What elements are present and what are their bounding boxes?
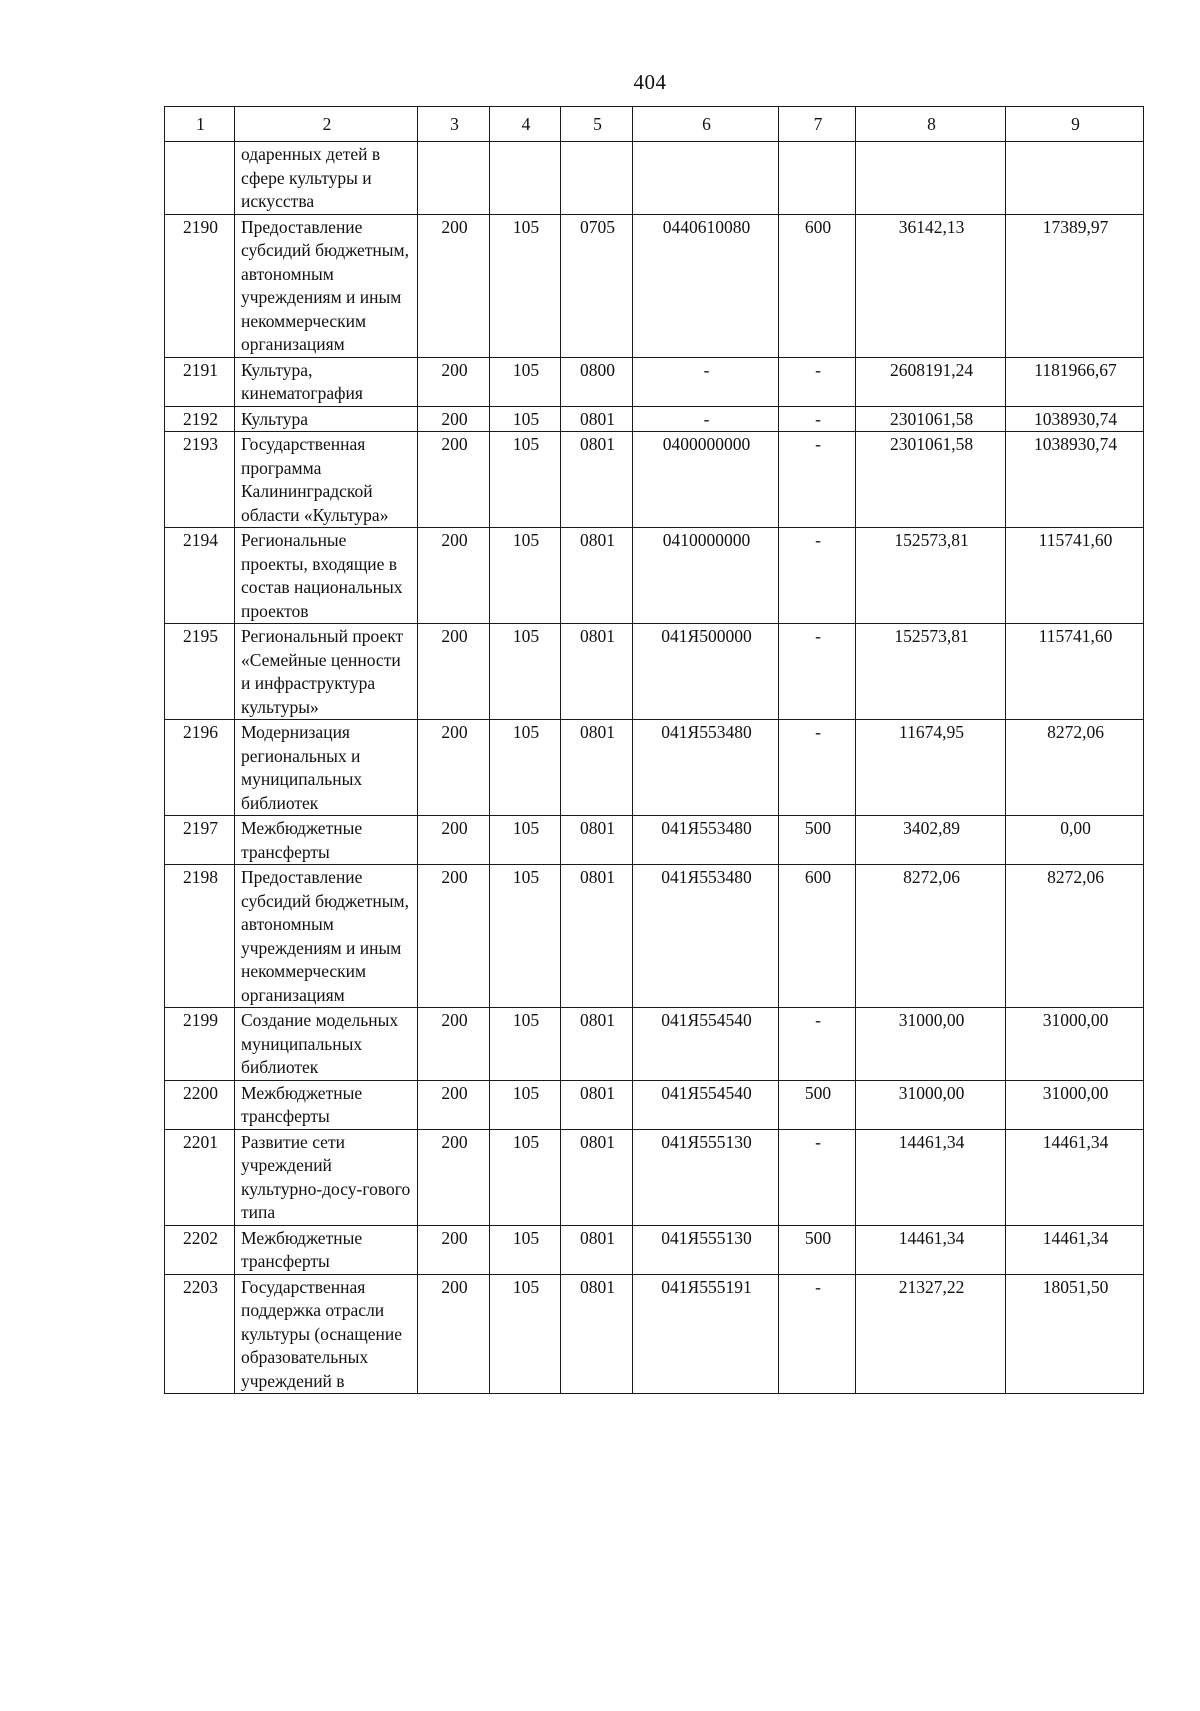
code-chapter-cell: 105 — [490, 1008, 561, 1081]
row-description-cell: Создание модельных муниципальных библиотек — [235, 1008, 418, 1081]
amount-col8-cell: 31000,00 — [856, 1008, 1006, 1081]
amount-col8-cell: 36142,13 — [856, 214, 1006, 357]
amount-col8-cell: 2608191,24 — [856, 357, 1006, 406]
amount-col9-cell: 8272,06 — [1006, 865, 1144, 1008]
row-description-cell: Региональные проекты, входящие в состав национальных проектов — [235, 528, 418, 624]
row-number-cell: 2197 — [165, 816, 235, 865]
table-row — [165, 720, 1144, 816]
col-header-7: 7 — [779, 107, 856, 142]
table-row — [165, 214, 1144, 357]
code-expense-type-cell — [779, 142, 856, 215]
col-header-3: 3 — [418, 107, 490, 142]
code-section-cell: 0801 — [561, 1008, 633, 1081]
header-row — [165, 107, 1144, 142]
col-header-6: 6 — [633, 107, 779, 142]
code-ministry-cell: 200 — [418, 624, 490, 720]
code-section-cell: 0801 — [561, 432, 633, 528]
code-chapter-cell: 105 — [490, 214, 561, 357]
row-number-cell: 2193 — [165, 432, 235, 528]
amount-col9-cell: 1181966,67 — [1006, 357, 1144, 406]
code-expense-type-cell: 600 — [779, 214, 856, 357]
code-chapter-cell: 105 — [490, 624, 561, 720]
code-expense-type-cell: 500 — [779, 1080, 856, 1129]
row-description-cell: Предоставление субсидий бюджетным, автономным учреждениям и иным некоммерческим организациям — [235, 214, 418, 357]
amount-col9-cell — [1006, 142, 1144, 215]
code-expense-type-cell: - — [779, 1129, 856, 1225]
code-target-article-cell: 0410000000 — [633, 528, 779, 624]
amount-col8-cell: 14461,34 — [856, 1129, 1006, 1225]
code-chapter-cell: 105 — [490, 528, 561, 624]
amount-col9-cell: 0,00 — [1006, 816, 1144, 865]
row-description-cell: Региональный проект «Семейные ценности и инфраструктура культуры» — [235, 624, 418, 720]
table-row — [165, 1008, 1144, 1081]
code-chapter-cell: 105 — [490, 357, 561, 406]
table-row — [165, 406, 1144, 432]
code-section-cell: 0800 — [561, 357, 633, 406]
amount-col8-cell: 11674,95 — [856, 720, 1006, 816]
code-section-cell: 0801 — [561, 624, 633, 720]
code-target-article-cell: - — [633, 357, 779, 406]
code-target-article-cell: 041Я555191 — [633, 1274, 779, 1394]
code-target-article-cell: 041Я555130 — [633, 1129, 779, 1225]
table-row — [165, 528, 1144, 624]
amount-col9-cell: 115741,60 — [1006, 624, 1144, 720]
code-target-article-cell: 041Я555130 — [633, 1225, 779, 1274]
code-ministry-cell: 200 — [418, 432, 490, 528]
row-number-cell: 2196 — [165, 720, 235, 816]
code-target-article-cell: 041Я553480 — [633, 720, 779, 816]
table-row — [165, 816, 1144, 865]
col-header-1: 1 — [165, 107, 235, 142]
code-expense-type-cell: - — [779, 406, 856, 432]
code-ministry-cell: 200 — [418, 816, 490, 865]
row-number-cell: 2192 — [165, 406, 235, 432]
code-target-article-cell: 0440610080 — [633, 214, 779, 357]
code-expense-type-cell: - — [779, 720, 856, 816]
row-number-cell: 2199 — [165, 1008, 235, 1081]
amount-col8-cell: 21327,22 — [856, 1274, 1006, 1394]
code-ministry-cell: 200 — [418, 1225, 490, 1274]
code-section-cell: 0801 — [561, 1129, 633, 1225]
code-section-cell — [561, 142, 633, 215]
row-number-cell: 2195 — [165, 624, 235, 720]
table-row — [165, 1129, 1144, 1225]
code-chapter-cell: 105 — [490, 720, 561, 816]
col-header-4: 4 — [490, 107, 561, 142]
col-header-2: 2 — [235, 107, 418, 142]
code-target-article-cell: 041Я553480 — [633, 816, 779, 865]
amount-col8-cell: 3402,89 — [856, 816, 1006, 865]
code-chapter-cell: 105 — [490, 816, 561, 865]
row-number-cell: 2201 — [165, 1129, 235, 1225]
code-chapter-cell: 105 — [490, 1129, 561, 1225]
code-expense-type-cell: - — [779, 1274, 856, 1394]
table-row — [165, 1225, 1144, 1274]
code-ministry-cell: 200 — [418, 1080, 490, 1129]
code-section-cell: 0801 — [561, 816, 633, 865]
code-chapter-cell: 105 — [490, 432, 561, 528]
col-header-8: 8 — [856, 107, 1006, 142]
row-description-cell: Предоставление субсидий бюджетным, автономным учреждениям и иным некоммерческим организациям — [235, 865, 418, 1008]
code-chapter-cell: 105 — [490, 865, 561, 1008]
row-description-cell: Развитие сети учреждений культурно-досу-гового типа — [235, 1129, 418, 1225]
code-ministry-cell: 200 — [418, 406, 490, 432]
amount-col9-cell: 31000,00 — [1006, 1008, 1144, 1081]
table-row — [165, 357, 1144, 406]
code-target-article-cell — [633, 142, 779, 215]
code-chapter-cell: 105 — [490, 1080, 561, 1129]
code-section-cell: 0705 — [561, 214, 633, 357]
row-description-cell: Государственная программа Калининградской области «Культура» — [235, 432, 418, 528]
table-row — [165, 865, 1144, 1008]
code-expense-type-cell: - — [779, 528, 856, 624]
code-ministry-cell: 200 — [418, 528, 490, 624]
row-number-cell: 2198 — [165, 865, 235, 1008]
row-number-cell: 2190 — [165, 214, 235, 357]
amount-col9-cell: 115741,60 — [1006, 528, 1144, 624]
code-target-article-cell: - — [633, 406, 779, 432]
amount-col9-cell: 1038930,74 — [1006, 406, 1144, 432]
table-row — [165, 432, 1144, 528]
amount-col9-cell: 18051,50 — [1006, 1274, 1144, 1394]
code-expense-type-cell: - — [779, 624, 856, 720]
amount-col8-cell: 2301061,58 — [856, 406, 1006, 432]
code-section-cell: 0801 — [561, 720, 633, 816]
code-section-cell: 0801 — [561, 528, 633, 624]
row-description-cell: Межбюджетные трансферты — [235, 1080, 418, 1129]
row-number-cell: 2191 — [165, 357, 235, 406]
amount-col9-cell: 8272,06 — [1006, 720, 1144, 816]
code-ministry-cell — [418, 142, 490, 215]
row-description-cell: Культура — [235, 406, 418, 432]
code-target-article-cell: 041Я553480 — [633, 865, 779, 1008]
table-row — [165, 1274, 1144, 1394]
code-ministry-cell: 200 — [418, 865, 490, 1008]
amount-col9-cell: 14461,34 — [1006, 1129, 1144, 1225]
code-ministry-cell: 200 — [418, 720, 490, 816]
amount-col9-cell: 17389,97 — [1006, 214, 1144, 357]
code-section-cell: 0801 — [561, 406, 633, 432]
amount-col8-cell: 152573,81 — [856, 624, 1006, 720]
code-target-article-cell: 041Я554540 — [633, 1008, 779, 1081]
row-description-cell: Межбюджетные трансферты — [235, 816, 418, 865]
code-ministry-cell: 200 — [418, 1008, 490, 1081]
row-number-cell: 2203 — [165, 1274, 235, 1394]
code-expense-type-cell: - — [779, 432, 856, 528]
row-description-cell: Межбюджетные трансферты — [235, 1225, 418, 1274]
code-expense-type-cell: 500 — [779, 816, 856, 865]
code-target-article-cell: 0400000000 — [633, 432, 779, 528]
amount-col8-cell: 152573,81 — [856, 528, 1006, 624]
code-section-cell: 0801 — [561, 865, 633, 1008]
code-ministry-cell: 200 — [418, 214, 490, 357]
row-number-cell: 2194 — [165, 528, 235, 624]
code-chapter-cell: 105 — [490, 1274, 561, 1394]
amount-col8-cell: 31000,00 — [856, 1080, 1006, 1129]
code-section-cell: 0801 — [561, 1274, 633, 1394]
table-row — [165, 624, 1144, 720]
code-expense-type-cell: - — [779, 357, 856, 406]
code-section-cell: 0801 — [561, 1080, 633, 1129]
amount-col8-cell — [856, 142, 1006, 215]
amount-col8-cell: 14461,34 — [856, 1225, 1006, 1274]
amount-col9-cell: 14461,34 — [1006, 1225, 1144, 1274]
amount-col8-cell: 2301061,58 — [856, 432, 1006, 528]
budget-table — [164, 106, 1144, 1394]
code-ministry-cell: 200 — [418, 1129, 490, 1225]
table-row — [165, 1080, 1144, 1129]
col-header-9: 9 — [1006, 107, 1144, 142]
row-description-cell: Модернизация региональных и муниципальных библиотек — [235, 720, 418, 816]
code-ministry-cell: 200 — [418, 357, 490, 406]
amount-col9-cell: 31000,00 — [1006, 1080, 1144, 1129]
code-ministry-cell: 200 — [418, 1274, 490, 1394]
page-number: 404 — [633, 70, 667, 94]
code-chapter-cell: 105 — [490, 1225, 561, 1274]
row-description-cell: одаренных детей в сфере культуры и искусства — [235, 142, 418, 215]
code-chapter-cell — [490, 142, 561, 215]
code-expense-type-cell: 500 — [779, 1225, 856, 1274]
table-row — [165, 142, 1144, 215]
row-number-cell: 2200 — [165, 1080, 235, 1129]
col-header-5: 5 — [561, 107, 633, 142]
code-chapter-cell: 105 — [490, 406, 561, 432]
code-section-cell: 0801 — [561, 1225, 633, 1274]
code-target-article-cell: 041Я500000 — [633, 624, 779, 720]
row-description-cell: Государственная поддержка отрасли культуры (оснащение образовательных учреждений в — [235, 1274, 418, 1394]
amount-col8-cell: 8272,06 — [856, 865, 1006, 1008]
code-target-article-cell: 041Я554540 — [633, 1080, 779, 1129]
code-expense-type-cell: - — [779, 1008, 856, 1081]
row-description-cell: Культура, кинематография — [235, 357, 418, 406]
row-number-cell — [165, 142, 235, 215]
code-expense-type-cell: 600 — [779, 865, 856, 1008]
row-number-cell: 2202 — [165, 1225, 235, 1274]
amount-col9-cell: 1038930,74 — [1006, 432, 1144, 528]
